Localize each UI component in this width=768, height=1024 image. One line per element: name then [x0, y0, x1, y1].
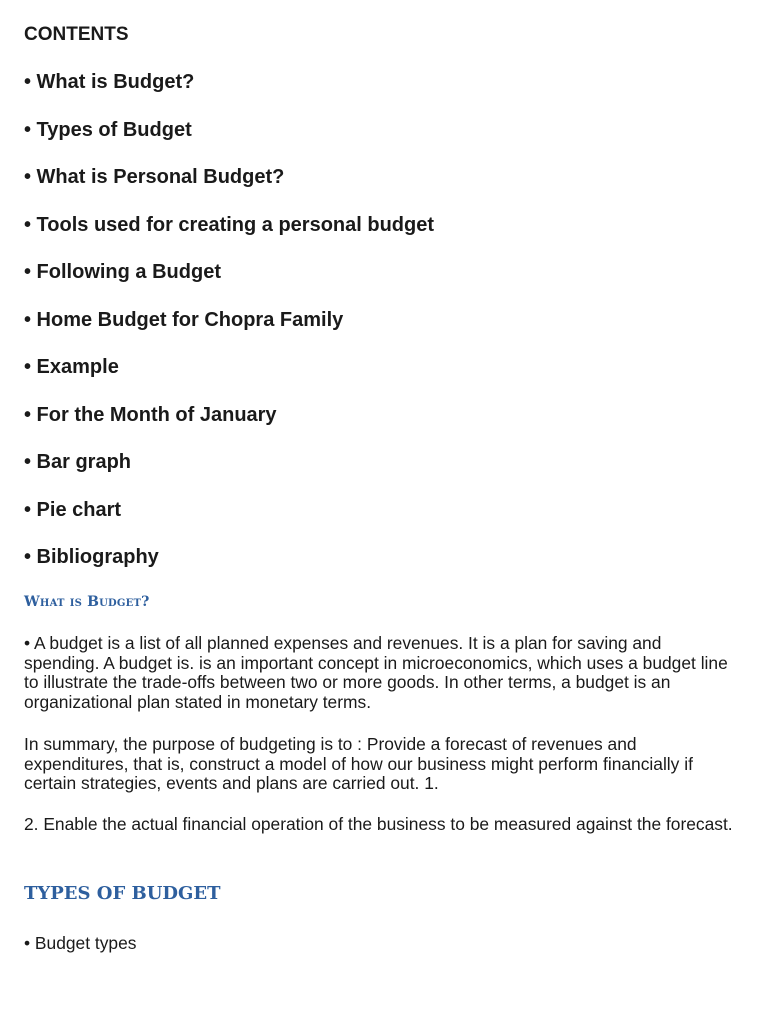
toc-item-what-is-budget: • What is Budget?: [24, 71, 195, 93]
paragraph-budget-enable: 2. Enable the actual financial operation of the business to be measured against the forecast.: [24, 814, 733, 834]
paragraph-budget-types: • Budget types: [24, 933, 137, 953]
paragraph-budget-purpose: In summary, the purpose of budgeting is to : Provide a forecast of revenues and expenditures, that is, construct a model of how our business might perform financially if certain strategies, events and plans are carried out. 1.: [24, 734, 693, 794]
toc-item-home-budget: • Home Budget for Chopra Family: [24, 308, 344, 331]
table-of-contents: [24, 70, 434, 593]
section-heading-what-is-budget: What is Budget?: [24, 594, 150, 610]
toc-item-pie-chart: • Pie chart: [24, 498, 122, 521]
toc-item-following-budget: • Following a Budget: [24, 261, 221, 283]
toc-item-example: • Example: [24, 356, 119, 378]
section-heading-types-of-budget: TYPES OF BUDGET: [24, 883, 221, 904]
toc-item-personal-budget: • What is Personal Budget?: [24, 166, 285, 188]
toc-item-types-of-budget: • Types of Budget: [24, 118, 192, 141]
toc-item-january: • For the Month of January: [24, 403, 277, 426]
toc-item-tools: • Tools used for creating a personal budget: [24, 213, 435, 236]
contents-title: CONTENTS: [24, 24, 129, 45]
toc-item-bibliography: • Bibliography: [24, 546, 159, 568]
paragraph-budget-definition: • A budget is a list of all planned expenses and revenues. It is a plan for saving and spending. A budget is. is an important concept in microeconomics, which uses a budget line to illustrate the trade-offs between two or more goods. In other terms, a budget is an organizational plan stated in monetary terms.: [24, 633, 728, 713]
toc-item-bar-graph: • Bar graph: [24, 451, 132, 473]
